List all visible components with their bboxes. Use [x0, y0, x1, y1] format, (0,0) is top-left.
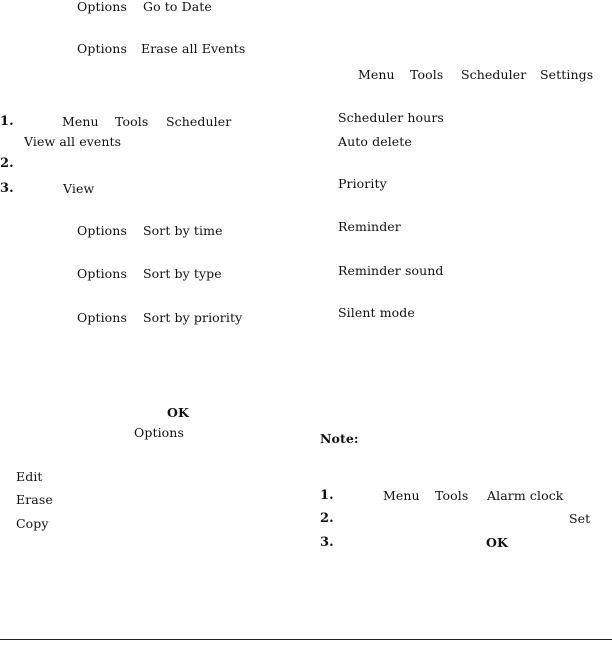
setting-reminder: Reminder	[338, 219, 401, 234]
options-label: Options	[77, 310, 127, 325]
option-item-erase: Erase	[16, 492, 53, 507]
sort-by-type-label: Sort by type	[143, 266, 222, 281]
options-label: Options	[77, 41, 127, 56]
ok-label: OK	[167, 405, 189, 420]
tools-label: Tools	[410, 67, 444, 82]
note-label: Note:	[320, 431, 359, 446]
setting-priority: Priority	[338, 176, 387, 191]
set-label: Set	[569, 511, 591, 526]
options-label: Options	[77, 0, 127, 14]
view-label: View	[63, 181, 95, 196]
setting-reminder-sound: Reminder sound	[338, 263, 444, 278]
step-number: 2.	[0, 156, 14, 171]
sort-by-priority-label: Sort by priority	[143, 310, 243, 325]
go-to-date-label: Go to Date	[143, 0, 212, 14]
options-label: Options	[134, 425, 184, 440]
step-number: 3.	[320, 535, 334, 550]
tools-label: Tools	[435, 488, 469, 503]
settings-label: Settings	[540, 67, 594, 82]
alarm-clock-label: Alarm clock	[487, 488, 564, 503]
scheduler-label: Scheduler	[166, 114, 232, 129]
setting-silent-mode: Silent mode	[338, 305, 415, 320]
step-number: 1.	[0, 114, 14, 129]
menu-label: Menu	[358, 67, 395, 82]
sort-by-time-label: Sort by time	[143, 223, 223, 238]
ok-label: OK	[486, 535, 508, 550]
step-number: 3.	[0, 181, 14, 196]
menu-label: Menu	[62, 114, 99, 129]
step-number: 2.	[320, 511, 334, 526]
step-number: 1.	[320, 488, 334, 503]
options-label: Options	[77, 266, 127, 281]
page-bottom-rule	[0, 639, 612, 640]
option-item-copy: Copy	[16, 516, 49, 531]
view-all-events-label: View all events	[24, 134, 122, 149]
erase-all-events-label: Erase all Events	[141, 41, 246, 56]
tools-label: Tools	[115, 114, 149, 129]
options-label: Options	[77, 223, 127, 238]
setting-auto-delete: Auto delete	[338, 134, 412, 149]
scheduler-label: Scheduler	[461, 67, 527, 82]
setting-scheduler-hours: Scheduler hours	[338, 110, 444, 125]
menu-label: Menu	[383, 488, 420, 503]
option-item-edit: Edit	[16, 469, 43, 484]
